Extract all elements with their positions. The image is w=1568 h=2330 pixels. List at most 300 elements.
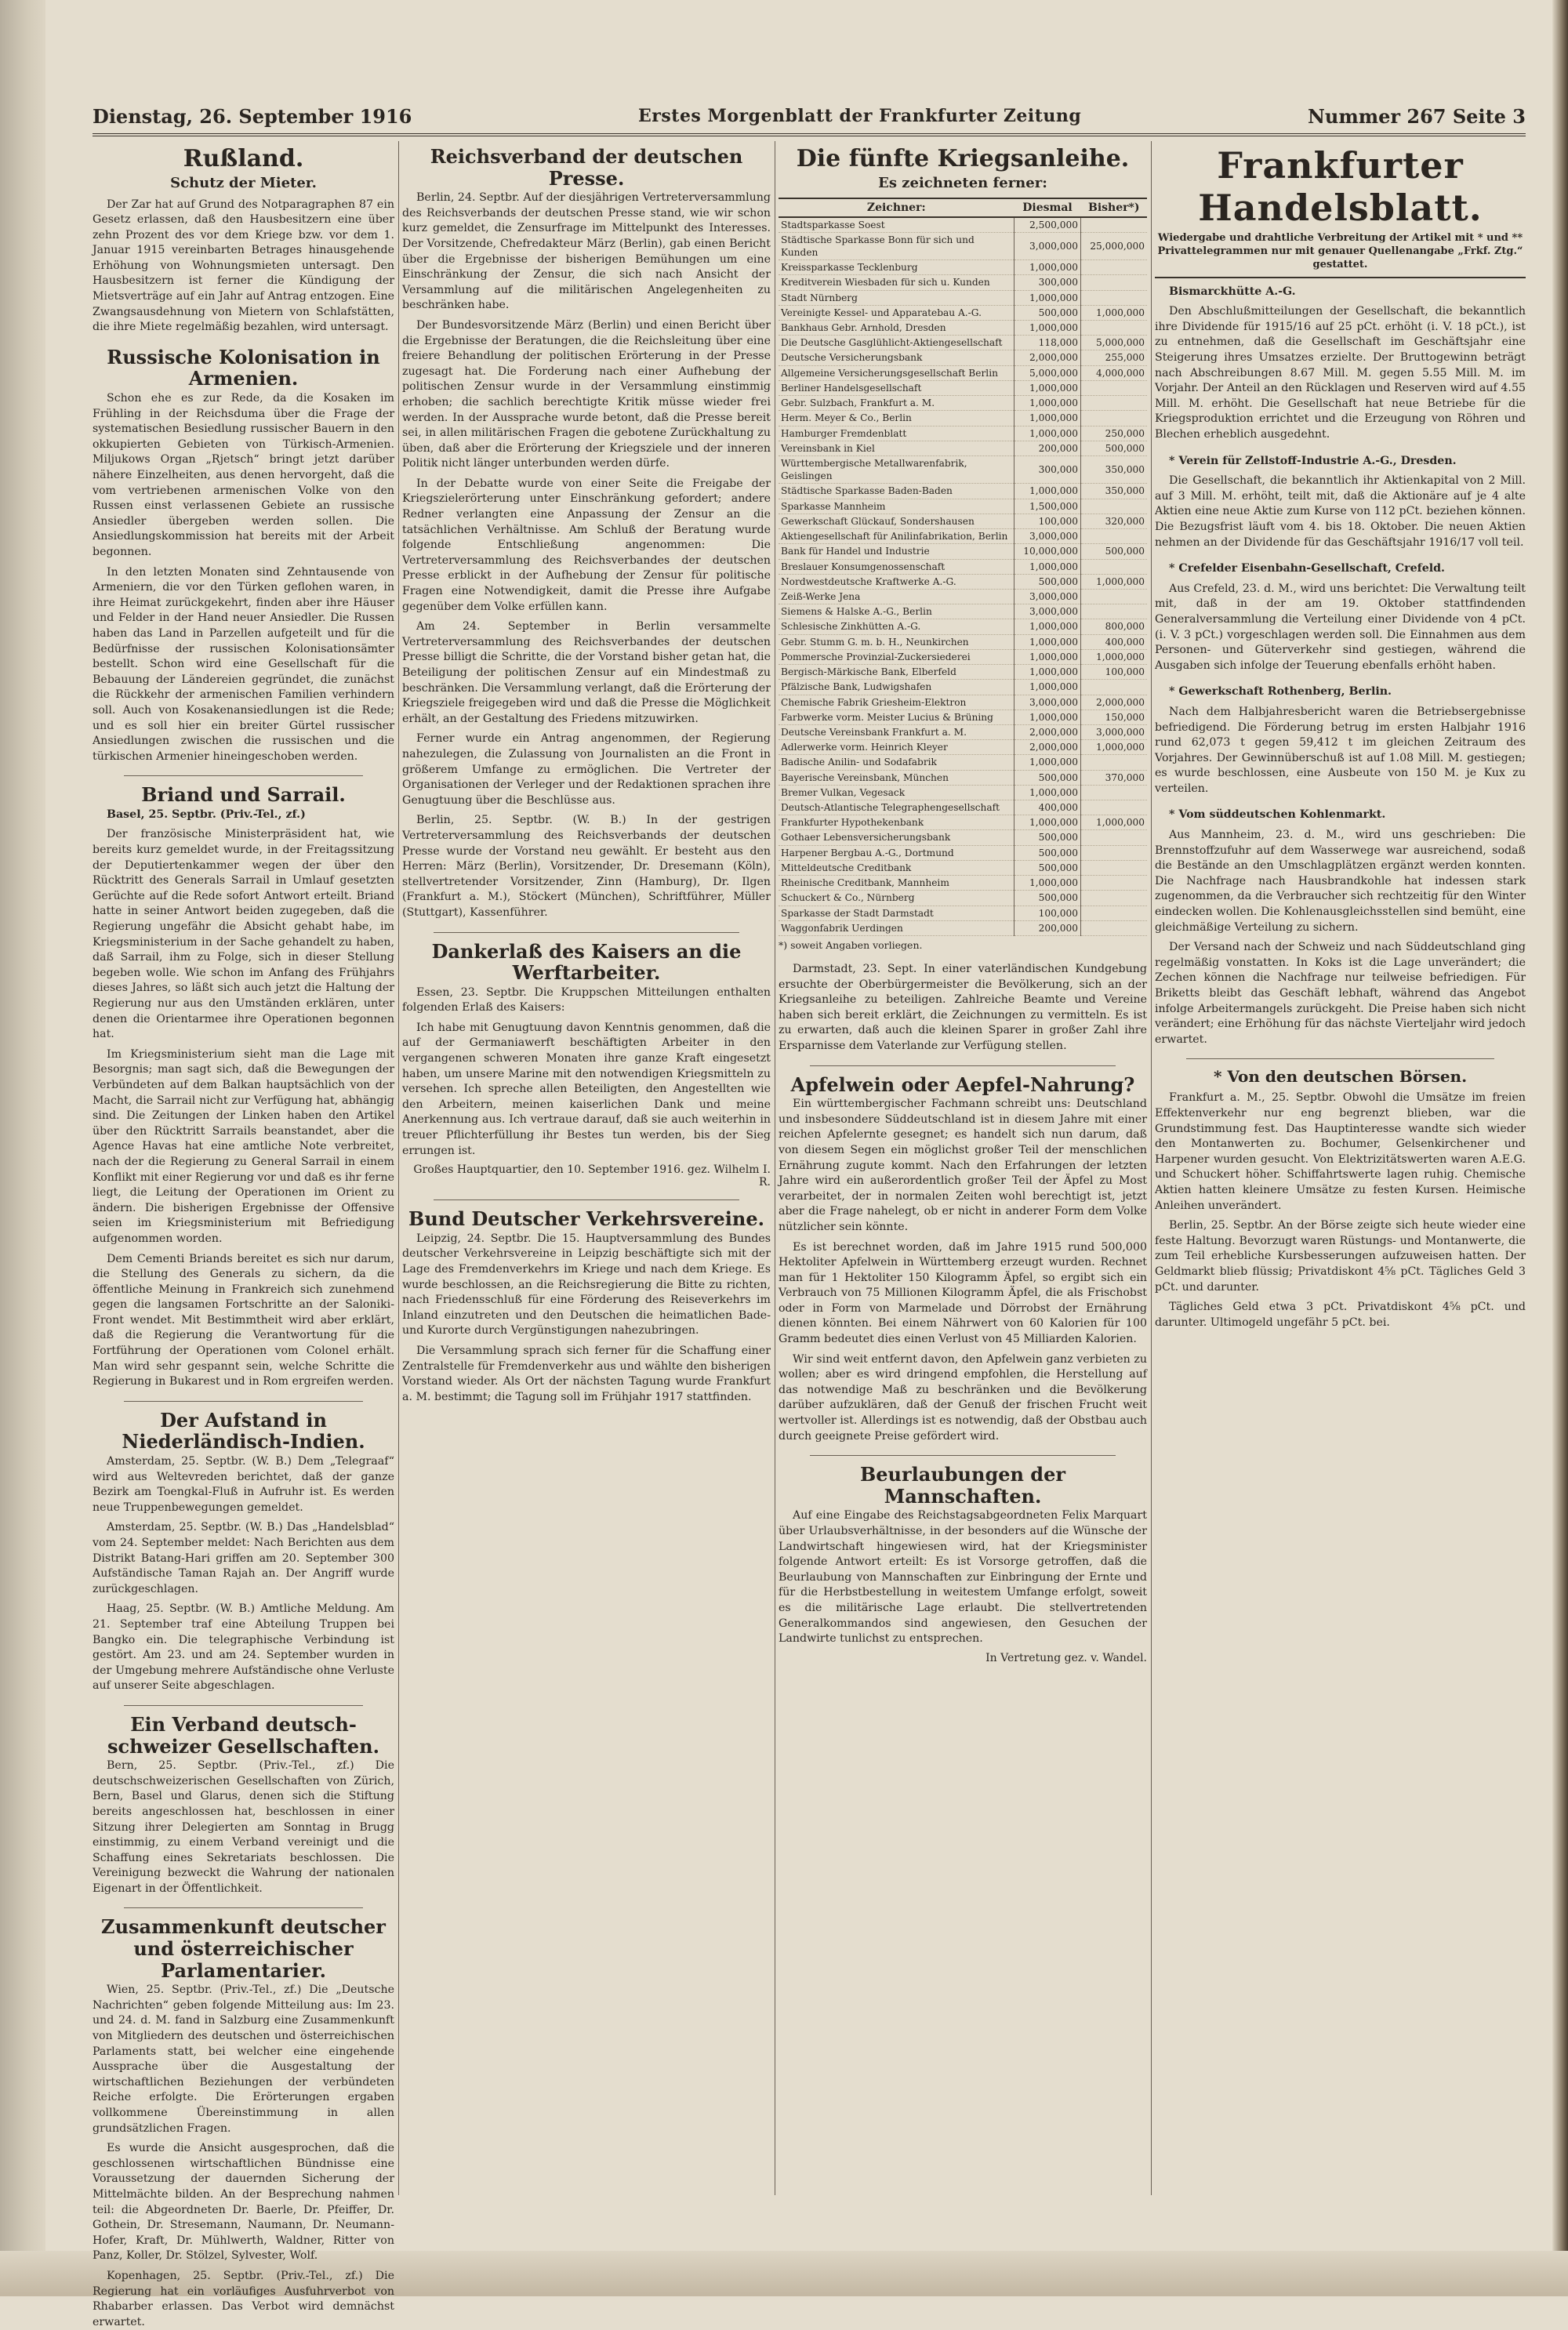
table-row — [779, 876, 1147, 891]
amount-previous-cell: 5,000,000 — [1081, 336, 1148, 350]
amount-this-time-cell: 200,000 — [1014, 441, 1081, 455]
article-paragraph — [1155, 808, 1526, 823]
amount-this-time-cell: 1,000,000 — [1014, 680, 1081, 695]
amount-this-time-cell: 2,500,000 — [1014, 217, 1081, 233]
subscriber-cell: Kreditverein Wiesbaden für sich u. Kunden — [779, 275, 1014, 290]
article-paragraph: Tägliches Geld etwa 3 pCt. Privatdiskont 4⅝ pCt. und darunter. Ultimogeld ungefähr 5 pCt. bei. — [1155, 1301, 1526, 1329]
amount-previous-cell — [1081, 411, 1148, 426]
amount-previous-cell: 25,000,000 — [1081, 232, 1148, 259]
amount-this-time-cell: 500,000 — [1014, 574, 1081, 589]
amount-this-time-cell: 3,000,000 — [1014, 589, 1081, 604]
page-edge — [1552, 0, 1568, 2296]
amount-previous-cell: 350,000 — [1081, 484, 1148, 499]
subscriber-cell: Frankfurter Hypothekenbank — [779, 815, 1014, 830]
amount-this-time-cell: 1,000,000 — [1014, 396, 1081, 411]
article-parlamentarier — [93, 1916, 394, 2330]
amount-previous-cell: 255,000 — [1081, 350, 1148, 365]
amount-previous-cell: 400,000 — [1081, 634, 1148, 649]
amount-this-time-cell: 1,000,000 — [1014, 380, 1081, 395]
subscriber-cell: Sparkasse Mannheim — [779, 499, 1014, 514]
subscriber-cell: Allgemeine Versicherungsgesellschaft Berlin — [779, 365, 1014, 380]
article-paragraph — [1155, 454, 1526, 470]
subscriber-cell: Siemens & Halske A.-G., Berlin — [779, 604, 1014, 619]
article-russland — [93, 146, 394, 336]
subscriber-cell: Breslauer Konsumgenossenschaft — [779, 559, 1014, 574]
article-paragraph: Kopenhagen, 25. Septbr. (Priv.-Tel., zf.) Die Regierung hat ein vorläufiges Ausfuhrverbot von Rhabarber erlassen. Das Verbot wird demnächst erwartet. — [93, 2269, 394, 2328]
table-row — [779, 619, 1147, 634]
masthead-page-number: Nummer 267 Seite 3 — [1307, 104, 1526, 128]
subscriber-cell: Rheinische Creditbank, Mannheim — [779, 876, 1014, 891]
article-paragraph: Die Gesellschaft, die bekanntlich ihr Aktienkapital von 2 Mill. auf 3 Mill. M. erhöht, teilt mit, daß die Aktionäre auf je 4 alte Aktien eine neue Aktie zum Kurse von 112 pCt. beziehen können. Die Bezugsfrist läuft vom 4. bis 18. Oktober. Die neuen Aktien nehmen an der Dividende für das Geschäftsjahr 1916/17 voll teil. — [1155, 474, 1526, 549]
amount-this-time-cell: 1,000,000 — [1014, 665, 1081, 680]
subscriber-cell: Aktiengesellschaft für Anilinfabrikation, Berlin — [779, 529, 1014, 544]
subscriber-cell: Zeiß-Werke Jena — [779, 589, 1014, 604]
amount-previous-cell — [1081, 559, 1148, 574]
article-heading: Ein Verband deutsch-schweizer Gesellschaften. — [107, 1712, 379, 1758]
separator — [1186, 1058, 1494, 1059]
table-row — [779, 770, 1147, 785]
table-row — [779, 426, 1147, 441]
separator — [434, 1199, 739, 1200]
article-bismarckhuette — [1155, 285, 1526, 443]
amount-this-time-cell: 300,000 — [1014, 275, 1081, 290]
newspaper-page — [93, 141, 1526, 2328]
article-lead: Bismarckhütte A.-G. — [1169, 285, 1296, 298]
amount-this-time-cell: 100,000 — [1014, 906, 1081, 920]
article-apfelwein — [779, 1074, 1147, 1445]
table-row — [779, 634, 1147, 649]
amount-previous-cell — [1081, 891, 1148, 906]
table-row — [779, 305, 1147, 320]
table-row — [779, 411, 1147, 426]
amount-previous-cell — [1081, 755, 1148, 770]
table-row — [779, 695, 1147, 710]
subscriber-cell: Schuckert & Co., Nürnberg — [779, 891, 1014, 906]
article-subheading: Es zeichneten ferner: — [878, 174, 1047, 191]
article-paragraph: Es wurde die Ansicht ausgesprochen, daß die geschlossenen wirtschaftlichen Bündnisse eine Voraussetzung der dauernden Sicherung der Mittelmächte bilden. An der Besprechung nahmen teil: die Abgeordneten Dr. Baerle, Dr. Pfeiffer, Dr. Gothein, Dr. Stresemann, Naumann, Dr. Neumann-Hofer, Kraft, Dr. Mühlwerth, Waldner, Ritter von Panz, Koller, Dr. Stölzel, Sylvester, Wolf. — [93, 2142, 394, 2263]
table-row — [779, 380, 1147, 395]
table-row — [779, 649, 1147, 664]
table-row — [779, 350, 1147, 365]
table-row — [779, 785, 1147, 800]
table-row — [779, 860, 1147, 875]
amount-previous-cell — [1081, 876, 1148, 891]
column-header: Zeichner: — [779, 198, 1014, 217]
amount-previous-cell: 4,000,000 — [1081, 365, 1148, 380]
amount-previous-cell: 800,000 — [1081, 619, 1148, 634]
article-subheading: Schutz der Mieter. — [170, 174, 317, 191]
article-paragraph: Berlin, 25. Septbr. (W. B.) In der gestrigen Vertreterversammlung des Reichsverbands der deutschen Presse wurde der Vorstand neu gewählt. Er besteht aus den Herren: März (Berlin), Vorsitzender, Dr. Dresemann (Köln), stellvertretender Vorsitzender, Zinn (Hamburg), Dr. Ilgen (Frankfurt a. M.), Stöckert (München), Schriftführer, Müller (Stuttgart), Kassenführer. — [402, 814, 771, 919]
amount-previous-cell — [1081, 680, 1148, 695]
amount-previous-cell: 1,000,000 — [1081, 740, 1148, 755]
article-paragraph: Der französische Ministerpräsident hat, wie bereits kurz gemeldet wurde, in der Freitagssitzung der Deputiertenkammer wegen der über den Rücktritt des Generals Sarrail in Umlauf gesetzten Gerüchte auf die Rede sofort Antwort erteilt. Briand hatte in seiner Antwort beiden zugegeben, daß die Regierung ungefähr die Absicht gehabt habe, im Kriegsministerium in der Sache gehandelt zu haben, daß Sarrail, ihm zu Folge, sich in dieser Stellung begeben wolle. Wie schon im Anfang des Frühjahrs dieses Jahres, so läßt sich auch jetzt die Haltung der Regierung nur aus den Umständen erklären, unter denen die Orientarmee ihre Operationen begonnen hat. — [93, 828, 394, 1041]
separator — [124, 1705, 363, 1706]
amount-this-time-cell: 1,000,000 — [1014, 290, 1081, 305]
table-row — [779, 217, 1147, 233]
amount-previous-cell — [1081, 785, 1148, 800]
article-briand — [93, 784, 394, 1390]
article-beurlaubung — [779, 1464, 1147, 1664]
article-heading: Apfelwein oder Aepfel-Nahrung? — [790, 1072, 1135, 1096]
table-row — [779, 574, 1147, 589]
article-paragraph: Wir sind weit entfernt davon, den Apfelwein ganz verbieten zu wollen; aber es wird dringend empfohlen, die Herstellung auf das notwendige Maß zu beschränken und die Bevölkerung darüber aufzuklären, daß der Genuß der frischen Frucht weit wertvoller ist. Allerdings ist es notwendig, daß der Obstbau auch durch geeignete Preise gefördert wird. — [779, 1352, 1147, 1443]
amount-this-time-cell: 1,000,000 — [1014, 484, 1081, 499]
article-verkehr — [402, 1208, 771, 1405]
amount-previous-cell: 1,000,000 — [1081, 649, 1148, 664]
amount-this-time-cell: 500,000 — [1014, 891, 1081, 906]
article-paragraph: Der Versand nach der Schweiz und nach Süddeutschland ging regelmäßig vonstatten. In Koks ist die Lage unverändert; die Zechen können die Nachfrage nur teilweise befriedigen. Für Briketts bleibt das Geschäft lebhaft, während das Angebot infolge Arbeitermangels zurückgeht. Die Preise haben sich nicht verändert; eine Erhöhung für das nächste Vierteljahr wird jedoch erwartet. — [1155, 941, 1526, 1046]
table-header-row — [779, 198, 1147, 217]
subscriber-cell: Pfälzische Bank, Ludwigshafen — [779, 680, 1014, 695]
article-heading: Reichsverband der deutschen Presse. — [430, 145, 743, 190]
binding-gutter — [0, 0, 45, 2296]
article-heading: Die fünfte Kriegsanleihe. — [796, 145, 1130, 172]
subscriber-cell: Bergisch-Märkische Bank, Elberfeld — [779, 665, 1014, 680]
amount-this-time-cell: 1,000,000 — [1014, 411, 1081, 426]
subscriber-cell: Nordwestdeutsche Kraftwerke A.-G. — [779, 574, 1014, 589]
subscriber-cell: Bremer Vulkan, Vegesack — [779, 785, 1014, 800]
subscriber-cell: Gebr. Sulzbach, Frankfurt a. M. — [779, 396, 1014, 411]
subscriber-cell: Gothaer Lebensversicherungsbank — [779, 830, 1014, 845]
amount-this-time-cell: 1,000,000 — [1014, 710, 1081, 724]
column-header: Bisher*) — [1081, 198, 1148, 217]
table-row — [779, 891, 1147, 906]
subscriber-cell: Waggonfabrik Uerdingen — [779, 920, 1014, 935]
subscriber-cell: Farbwerke vorm. Meister Lucius & Brüning — [779, 710, 1014, 724]
subscriber-cell: Stadtsparkasse Soest — [779, 217, 1014, 233]
article-paragraph: Berlin, 24. Septbr. Auf der diesjährigen Vertreterversammlung des Reichsverbands der deutschen Presse stand, wie wir schon kurz gemeldet, die Zensurfrage im Mittelpunkt des Interesses. Der Vorsitzende, Chefredakteur März (Berlin), gab einen Bericht über die Ergebnisse der bisherigen Bemühungen um eine Einschränkung der Zensur, die sich nach Ansicht der Versammlung auf die militärischen Angelegenheiten zu beschränken habe. — [402, 191, 771, 312]
article-crefelder — [1155, 561, 1526, 673]
amount-this-time-cell: 3,000,000 — [1014, 604, 1081, 619]
table-row — [779, 920, 1147, 935]
article-paragraph: Die Versammlung sprach sich ferner für die Schaffung einer Zentralstelle für Fremdenverkehr aus und wählte den bisherigen Vorstand wieder. Als Ort der nächsten Tagung wurde Frankfurt a. M. bestimmt; die Tagung soll im Frühjahr 1917 stattfinden. — [402, 1344, 771, 1403]
article-darmstadt — [779, 962, 1147, 1054]
article-dankerlass — [402, 941, 771, 1189]
amount-previous-cell: 320,000 — [1081, 514, 1148, 528]
subscriber-cell: Städtische Sparkasse Bonn für sich und Kunden — [779, 232, 1014, 259]
separator — [124, 1401, 363, 1402]
amount-this-time-cell: 100,000 — [1014, 514, 1081, 528]
amount-previous-cell — [1081, 290, 1148, 305]
article-paragraph: Bern, 25. Septbr. (Priv.-Tel., zf.) Die deutschschweizerischen Gesellschaften von Zürich, Bern, Basel und Glarus, denen sich die Stiftung bereits angeschlossen hat, beschlossen in einer Sitzung ihrer Delegierten am Sonntag in Brugg einstimmig, zu einem Verband vereinigt und die Schaffung eines Sekretariats beschlossen. Die Vereinigung bezweckt die Wahrung der nationalen Eigenart in der Öffentlichkeit. — [93, 1759, 394, 1895]
amount-previous-cell: 1,000,000 — [1081, 574, 1148, 589]
amount-previous-cell: 100,000 — [1081, 665, 1148, 680]
article-lead: * Gewerkschaft Rothenberg, Berlin. — [1169, 685, 1392, 699]
subscriber-cell: Chemische Fabrik Griesheim-Elektron — [779, 695, 1014, 710]
article-paragraph: Im Kriegsministerium sieht man die Lage mit Besorgnis; man sagt sich, daß die Bewegungen der Verbündeten auf dem Balkan hauptsächlich von der Macht, die Sarrail nicht zur Verfügung hat, abhängig sind. Die Zeitungen der Linken haben den Artikel über den Rücktritt Sarrails beanstandet, aber die Agence Havas hat eine amtliche Note verbreitet, nach der die Regierung zu General Sarrail in einem Konflikt mit einer Regierung vor und daß es ihr ferne liegt, die Leitung der Operationen im Orient zu ändern. Die bisherigen Ergebnisse der Offensive seien im Kriegsministerium mit Befriedigung aufgenommen worden. — [93, 1047, 394, 1245]
article-paragraph: Ein württembergischer Fachmann schreibt uns: Deutschland und insbesondere Süddeutschland ist in diesem Jahre mit einer reichen Apfelernte gesegnet; es handelt sich nun darum, daß von diesem Segen ein möglichst großer Teil der menschlichen Ernährung zugute kommt. Nach den Erfahrungen der letzten Jahre wird ein außerordentlich großer Teil der Äpfel zu Most verarbeitet, der in normalen Zeiten wohl berechtigt ist, jetzt aber die Frage nahelegt, ob er nicht in anderer Form dem Volke nützlicher sein könnte. — [779, 1098, 1147, 1233]
amount-this-time-cell: 10,000,000 — [1014, 544, 1081, 559]
subscriber-cell: Gewerkschaft Glückauf, Sondershausen — [779, 514, 1014, 528]
amount-this-time-cell: 3,000,000 — [1014, 232, 1081, 259]
table-row — [779, 484, 1147, 499]
amount-previous-cell — [1081, 800, 1148, 815]
subscriber-cell: Bayerische Vereinsbank, München — [779, 770, 1014, 785]
subscriber-cell: Städtische Sparkasse Baden-Baden — [779, 484, 1014, 499]
table-row — [779, 724, 1147, 739]
amount-previous-cell — [1081, 589, 1148, 604]
amount-this-time-cell: 2,000,000 — [1014, 350, 1081, 365]
article-paragraph: In der Debatte wurde von einer Seite die Freigabe der Kriegszielerörterung unter Einschränkung gefordert; andere Redner verlangten eine Anpassung der Zensur an die tatsächlichen Verhältnisse. Am Schluß der Beratung wurde folgende Entschließung angenommen: Die Vertreterversammlung des Reichsverbandes der deutschen Presse erblickt in der Aufhebung der Zensur für politische Fragen eine Notwendigkeit, damit die Presse ihre Aufgabe gegenüber dem Volke erfüllen kann. — [402, 477, 771, 613]
subscriber-cell: Vereinigte Kessel- und Apparatebau A.-G. — [779, 305, 1014, 320]
amount-this-time-cell: 1,000,000 — [1014, 634, 1081, 649]
column-4 — [1155, 141, 1526, 2195]
article-paragraph: Amsterdam, 25. Septbr. (W. B.) Das „Handelsblad“ vom 24. September meldet: Nach Berichten aus dem Distrikt Batang-Hari griffen am 20. September 300 Aufständische Taman Rajah an. Der Angriff wurde zurückgeschlagen. — [93, 1521, 394, 1595]
article-schweiz — [93, 1714, 394, 1897]
table-row — [779, 710, 1147, 724]
column-rule — [1151, 141, 1152, 2195]
table-row — [779, 529, 1147, 544]
amount-previous-cell — [1081, 906, 1148, 920]
subscriber-cell: Vereinsbank in Kiel — [779, 441, 1014, 455]
article-zellstoff — [1155, 454, 1526, 551]
amount-this-time-cell: 400,000 — [1014, 800, 1081, 815]
table-row — [779, 680, 1147, 695]
article-heading: Bund Deutscher Verkehrsvereine. — [408, 1207, 764, 1231]
article-paragraph: In den letzten Monaten sind Zehntausende von Armeniern, die vor den Türken geflohen waren, in ihre Heimat zurückgekehrt, finden aber ihre Häuser und Felder in der Hand neuer Ansiedler. Die Russen haben das Land in Parzellen aufgeteilt und für die Bedürfnisse der russischen Kolonisationsämter bestellt. Schon wird eine Gesellschaft für die Bebauung der Ländereien gegründet, die zunächst die Rückkehr der armenischen Familien verhindern soll. Auch von Kosakenansiedlungen ist die Rede; und es soll hier ein breiter Gürtel russischer Ansiedlungen zwischen die russischen und die türkischen Armenier hineingeschoben werden. — [93, 565, 394, 763]
table-row — [779, 499, 1147, 514]
table-row — [779, 290, 1147, 305]
amount-previous-cell — [1081, 604, 1148, 619]
article-paragraph: Auf eine Eingabe des Reichstagsabgeordneten Felix Marquart über Urlaubsverhältnisse, in der besonders auf die Wünsche der Landwirtschaft hingewiesen wird, hat der Kriegsminister folgende Antwort erteilt: Es ist Vorsorge getroffen, daß die Beurlaubung von Mannschaften zur Einbringung der Ernte und für die Herbstbestellung in weitestem Umfange erfolgt, soweit es die militärische Lage erlaubt. Die stellvertretenden Generalkommandos sind angewiesen, den Gesuchen der Landwirte tunlichst zu entsprechen. — [779, 1509, 1147, 1646]
article-heading: Rußland. — [183, 145, 304, 172]
separator — [810, 1455, 1116, 1456]
table-row — [779, 514, 1147, 528]
amount-previous-cell — [1081, 396, 1148, 411]
subscriber-cell: Harpener Bergbau A.-G., Dortmund — [779, 845, 1014, 860]
subscriber-cell: Bank für Handel und Industrie — [779, 544, 1014, 559]
subscriber-cell: Die Deutsche Gasglühlicht-Aktiengesellschaft — [779, 336, 1014, 350]
subscriber-cell: Mitteldeutsche Creditbank — [779, 860, 1014, 875]
amount-previous-cell — [1081, 260, 1148, 275]
table-row — [779, 755, 1147, 770]
column-header: Diesmal — [1014, 198, 1081, 217]
article-boersen — [1155, 1067, 1526, 1330]
subscriber-cell: Adlerwerke vorm. Heinrich Kleyer — [779, 740, 1014, 755]
article-paragraph: Es ist berechnet worden, daß im Jahre 1915 rund 500,000 Hektoliter Apfelwein in Württemberg erzeugt wurden. Rechnet man für 1 Hektoliter 150 Kilogramm Äpfel, so ergibt sich ein Verbrauch von 75 Millionen Kilogramm Äpfel, die als Frischobst oder in Form von Marmelade und Dörrobst der Ernährung dienen könnten. Bei einem Nährwert von 60 Kalorien für 100 Gramm bedeutet dies einen Verlust von 45 Milliarden Kalorien. — [779, 1240, 1147, 1346]
article-paragraph: Schon ehe es zur Rede, da die Kosaken im Frühling in der Reichsduma über die Frage der systematischen Besiedlung russischer Bauern in den okkupierten Gebieten von Türkisch-Armenien. Miljukows Organ „Rjetsch“ bringt jetzt darüber nähere Einzelheiten, aus denen hervorgeht, daß die vom vertriebenen armenischen Volke von den Russen einst verlassenen Gebiete an russische Ansiedler übergeben werden sollen. Die Ansiedlungskommission hat bereits mit der Arbeit begonnen. — [93, 392, 394, 558]
table-body — [779, 217, 1147, 936]
amount-this-time-cell: 1,000,000 — [1014, 619, 1081, 634]
table-row — [779, 544, 1147, 559]
amount-this-time-cell: 500,000 — [1014, 830, 1081, 845]
amount-this-time-cell: 300,000 — [1014, 456, 1081, 484]
amount-this-time-cell: 2,000,000 — [1014, 724, 1081, 739]
article-paragraph — [93, 808, 394, 823]
table-row — [779, 441, 1147, 455]
article-paragraph: Ferner wurde ein Antrag angenommen, der Regierung nahezulegen, die Zulassung von Journalisten an die Front in größerem Umfange zu ermöglichen. Die Vertreter der Organisationen der Verleger und der Redaktionen sprachen ihre Genugtuung über die Beschlüsse aus. — [402, 732, 771, 807]
article-paragraph: Der Zar hat auf Grund des Notparagraphen 87 ein Gesetz erlassen, daß den Hausbesitzern eine über zehn Prozent des vor dem Kriege bzw. vor dem 1. Januar 1915 vereinbarten Betrages hinausgehende Erhöhung von Wohnungsmieten untersagt. Den Hausbesitzern ist ferner die Kündigung der Mietsverträge auf ein Jahr auf Antrag entzogen. Eine Zwangsausdehnung von Mietern von Schlafstätten, die ihre Miete regelmäßig bezahlen, wird untersagt. — [93, 198, 394, 334]
article-paragraph: Leipzig, 24. Septbr. Die 15. Hauptversammlung des Bundes deutscher Verkehrsvereine in Leipzig beschäftigte sich mit der Lage des Fremdenverkehrs im Kriege und nach dem Kriege. Es wurde beschlossen, an die Reichsregierung die Bitte zu richten, nach Friedensschluß für eine Förderung des Reiseverkehrs im Inland einzutreten und den Deutschen die heimatlichen Bade- und Kurorte durch Vergünstigungen nahezubringen. — [402, 1232, 771, 1337]
amount-this-time-cell: 1,000,000 — [1014, 321, 1081, 336]
article-heading: * Von den deutschen Börsen. — [1213, 1067, 1468, 1087]
amount-this-time-cell: 500,000 — [1014, 770, 1081, 785]
separator — [124, 775, 363, 776]
table-row — [779, 559, 1147, 574]
amount-previous-cell — [1081, 499, 1148, 514]
article-lead: * Verein für Zellstoff-Industrie A.-G., Dresden. — [1169, 454, 1457, 467]
amount-this-time-cell: 1,000,000 — [1014, 649, 1081, 664]
amount-previous-cell: 500,000 — [1081, 544, 1148, 559]
article-heading: Russische Kolonisation in Armenien. — [107, 345, 380, 390]
article-paragraph: Der Bundesvorsitzende März (Berlin) und einen Bericht über die Ergebnisse der Beratungen, die die Reichsleitung über eine freiere Behandlung der politischen Erörterung in der Presse zugesagt hat. Die Forderung nach einer Aufhebung der politischen Zensur wurde in der Versammlung einstimmig erhoben; die sachlich berechtigte Kritik müsse wieder frei werden. In der Aussprache wurde betont, daß die Presse bereit sei, in allen militärischen Fragen die gebotene Zurückhaltung zu üben, daß aber die Erörterung der Kriegsziele und der inneren Politik nicht länger unterbunden werden dürfe. — [402, 318, 771, 470]
table-row — [779, 275, 1147, 290]
amount-previous-cell — [1081, 845, 1148, 860]
subscriber-cell: Deutsche Vereinsbank Frankfurt a. M. — [779, 724, 1014, 739]
article-paragraph: Essen, 23. Septbr. Die Kruppschen Mitteilungen enthalten folgenden Erlaß des Kaisers: — [402, 985, 771, 1014]
article-heading: Briand und Sarrail. — [141, 783, 346, 807]
amount-previous-cell — [1081, 529, 1148, 544]
subscriber-cell: Pommersche Provinzial-Zuckersiederei — [779, 649, 1014, 664]
amount-previous-cell — [1081, 920, 1148, 935]
amount-this-time-cell: 500,000 — [1014, 305, 1081, 320]
amount-this-time-cell: 1,000,000 — [1014, 785, 1081, 800]
table-row — [779, 336, 1147, 350]
amount-this-time-cell: 3,000,000 — [1014, 695, 1081, 710]
amount-this-time-cell: 1,000,000 — [1014, 876, 1081, 891]
article-paragraph: Aus Mannheim, 23. d. M., wird uns geschrieben: Die Brennstoffzufuhr auf dem Wasserwege war ausreichend, sodaß die Bestände an den Umschlagplätzen ergänzt werden konnten. Die Nachfrage nach Hausbrandkohle hat indessen stark zugenommen, da die Verbraucher sich rechtzeitig für den Winter eindecken wollen. Die Kohlenausgleichsstellen sind bemüht, eine gleichmäßige Verteilung zu sichern. — [1155, 829, 1526, 934]
subscriber-cell: Deutsch-Atlantische Telegraphengesellschaft — [779, 800, 1014, 815]
reprint-notice: Wiedergabe und drahtliche Verbreitung der Artikel mit * und ** Privattelegrammen nur mit genauer Quellenangabe „Frkf. Ztg.“ gestattet. — [1155, 232, 1526, 278]
article-lead: * Vom süddeutschen Kohlenmarkt. — [1169, 808, 1386, 822]
subscriber-cell: Hamburger Fremdenblatt — [779, 426, 1014, 441]
separator — [810, 1065, 1116, 1066]
article-heading: Der Aufstand in Niederländisch-Indien. — [122, 1408, 365, 1454]
amount-previous-cell — [1081, 217, 1148, 233]
article-paragraph: Berlin, 25. Septbr. An der Börse zeigte sich heute wieder eine feste Haltung. Bevorzugt waren Rüstungs- und Montanwerte, die zum Teil erhebliche Kursbesserungen aufzuweisen hatten. Der Geldmarkt blieb flüssig; Privatdiskont 4⅝ pCt. Tägliches Geld 3 pCt. und darunter. — [1155, 1219, 1526, 1294]
section-title: Frankfurter Handelsblatt. — [1198, 144, 1483, 229]
separator — [434, 932, 739, 933]
article-paragraph: Dem Cementi Briands bereitet es sich nur darum, die Stellung des Generals zu sichern, da die öffentliche Meinung in Frankreich sich zunehmend gegen die langsamen Fortschritte an der Saloniki-Front wendet. Mit Bestimmtheit wird aber erklärt, daß die Regierung die Verantwortung für die Fortführung der Operationen vom Colonel erhält. Man wird sehr gespannt sein, welche Schritte die Regierung in Bukarest und in Rom ergreifen werden. — [93, 1252, 394, 1388]
separator — [124, 1907, 363, 1908]
amount-previous-cell: 3,000,000 — [1081, 724, 1148, 739]
article-paragraph: Amsterdam, 25. Septbr. (W. B.) Dem „Telegraaf“ wird aus Weltevreden berichtet, daß der ganze Bezirk am Toengkal-Fluß in Aufruhr ist. Es werden neue Truppenbewegungen gemeldet. — [93, 1455, 394, 1514]
amount-previous-cell — [1081, 830, 1148, 845]
amount-this-time-cell: 5,000,000 — [1014, 365, 1081, 380]
subscriber-cell: Badische Anilin- und Sodafabrik — [779, 755, 1014, 770]
table-row — [779, 396, 1147, 411]
article-paragraph: Ich habe mit Genugtuung davon Kenntnis genommen, daß die auf der Germaniawerft beschäftigten Arbeiter in den vergangenen schweren Monaten ihre ganze Kraft eingesetzt haben, um unsere Marine mit den notwendigen Kriegsmitteln zu versehen. Ich spreche allen Beteiligten, den Angestellten wie den Arbeitern, meinen kaiserlichen Dank und meine Anerkennung aus. Ich vertraue darauf, daß sie auch weiterhin in treuer Pflichterfüllung ihr Bestes tun werden, bis der Sieg errungen ist. — [402, 1021, 771, 1157]
subscription-table — [779, 198, 1147, 937]
table-row — [779, 800, 1147, 815]
article-lead: * Crefelder Eisenbahn-Gesellschaft, Crefeld. — [1169, 562, 1445, 575]
amount-this-time-cell: 1,000,000 — [1014, 755, 1081, 770]
amount-this-time-cell: 2,000,000 — [1014, 740, 1081, 755]
amount-this-time-cell: 200,000 — [1014, 920, 1081, 935]
subscriber-cell: Bankhaus Gebr. Arnhold, Dresden — [779, 321, 1014, 336]
article-paragraph: Nach dem Halbjahresbericht waren die Betriebsergebnisse befriedigend. Die Förderung betrug im ersten Halbjahr 1916 rund 62,073 t gegen 59,412 t im gleichen Zeitraum des Vorjahres. Der Gewinnüberschuß ist auf 1.08 Mill. M. gestiegen; es wurde beschlossen, eine Ausbeute von 150 M. je Kux zu verteilen. — [1155, 705, 1526, 795]
subscriber-cell: Stadt Nürnberg — [779, 290, 1014, 305]
article-paragraph: Am 24. September in Berlin versammelte Vertreterversammlung des Reichsverbandes der deutschen Presse billigt die Schritte, die der Vorstand bisher getan hat, die Beteiligung der politischen Zensur auf ein Mindestmaß zu beschränken. Die Versammlung verlangt, daß die Erörterung der Kriegsziele freigegeben wird und daß die Presse die Möglichkeit erhält, an der Gestaltung des Friedens mitzuwirken. — [402, 620, 771, 725]
article-paragraph: Frankfurt a. M., 25. Septbr. Obwohl die Umsätze im freien Effektenverkehr nur eng begrenzt blieben, war die Grundstimmung fest. Das Hauptinteresse wandte sich wieder den Montanwerten zu. Bochumer, Gelsenkirchener und Harpener wurden gesucht. Von Elektrizitätswerten waren A.E.G. und Schuckert höher. Schiffahrtswerte lagen ruhig. Chemische Aktien hatten kleinere Umsätze zu festen Kursen. Heimische Anleihen unverändert. — [1155, 1091, 1526, 1212]
amount-previous-cell — [1081, 321, 1148, 336]
article-paragraph — [1155, 285, 1526, 300]
amount-this-time-cell: 3,000,000 — [1014, 529, 1081, 544]
column-2 — [402, 141, 771, 2195]
article-paragraph: Darmstadt, 23. Sept. In einer vaterländischen Kundgebung ersuchte der Oberbürgermeister die Bevölkerung, sich an der Kriegsanleihe zu beteiligen. Zahlreiche Beamte und Vereine haben sich bereit erklärt, die Zeichnungen zu vermitteln. Es ist zu erwarten, daß auch die kleinen Sparer in großer Zahl ihre Ersparnisse dem Vaterlande zur Verfügung stellen. — [779, 963, 1147, 1052]
amount-previous-cell: 1,000,000 — [1081, 305, 1148, 320]
signature: Großes Hauptquartier, den 10. September 1916. gez. Wilhelm I. R. — [413, 1163, 771, 1189]
amount-previous-cell: 500,000 — [1081, 441, 1148, 455]
table-row — [779, 740, 1147, 755]
subscriber-cell: Württembergische Metallwarenfabrik, Geislingen — [779, 456, 1014, 484]
masthead-title: Erstes Morgenblatt der Frankfurter Zeitung — [638, 106, 1082, 126]
amount-previous-cell — [1081, 380, 1148, 395]
table-footnote: *) soweit Angaben vorliegen. — [779, 939, 923, 951]
amount-previous-cell: 1,000,000 — [1081, 815, 1148, 830]
subscriber-cell: Schlesische Zinkhütten A.-G. — [779, 619, 1014, 634]
table-row — [779, 456, 1147, 484]
article-paragraph: Wien, 25. Septbr. (Priv.-Tel., zf.) Die „Deutsche Nachrichten“ geben folgende Mitteilung aus: Im 23. und 24. d. M. fand in Salzburg eine Zusammenkunft von Mitgliedern des deutschen und österreichischen Parlaments statt, bei welcher eine eingehende Aussprache über die Ausgestaltung der wirtschaftlichen Beziehungen der verbündeten Reiche erfolgte. Die Erörterungen ergaben vollkommene Übereinstimmung in allen grundsätzlichen Fragen. — [93, 1983, 394, 2135]
table-row — [779, 365, 1147, 380]
amount-this-time-cell: 500,000 — [1014, 845, 1081, 860]
amount-this-time-cell: 1,000,000 — [1014, 260, 1081, 275]
subscriber-cell: Deutsche Versicherungsbank — [779, 350, 1014, 365]
column-3 — [779, 141, 1147, 2195]
article-heading: Beurlaubungen der Mannschaften. — [860, 1463, 1065, 1508]
amount-this-time-cell: 1,000,000 — [1014, 426, 1081, 441]
amount-previous-cell — [1081, 275, 1148, 290]
amount-previous-cell: 370,000 — [1081, 770, 1148, 785]
subscriber-cell: Berliner Handelsgesellschaft — [779, 380, 1014, 395]
signature: In Vertretung gez. v. Wandel. — [985, 1651, 1147, 1664]
masthead — [93, 99, 1526, 136]
article-kriegsanleihe — [779, 146, 1147, 951]
amount-previous-cell — [1081, 860, 1148, 875]
subscriber-cell: Gebr. Stumm G. m. b. H., Neunkirchen — [779, 634, 1014, 649]
amount-previous-cell: 250,000 — [1081, 426, 1148, 441]
amount-previous-cell: 150,000 — [1081, 710, 1148, 724]
article-rothenberg — [1155, 684, 1526, 797]
column-1 — [93, 141, 394, 2328]
subscriber-cell: Kreissparkasse Tecklenburg — [779, 260, 1014, 275]
table-row — [779, 815, 1147, 830]
amount-this-time-cell: 500,000 — [1014, 860, 1081, 875]
dateline: Basel, 25. Septbr. (Priv.-Tel., zf.) — [107, 808, 306, 821]
article-paragraph: Aus Crefeld, 23. d. M., wird uns berichtet: Die Verwaltung teilt mit, daß in der am 19. Oktober stattfindenden Generalversammlung die Verteilung einer Dividende von 4 pCt. (i. V. 3 pCt.) vorgeschlagen werden soll. Die Einnahmen aus dem Personen- und Güterverkehr sind gestiegen, während die Ausgaben sich infolge der Teuerung ebenfalls erhöht haben. — [1155, 582, 1526, 672]
article-paragraph: Den Abschlußmitteilungen der Gesellschaft, die bekanntlich ihre Dividende für 1915/16 auf 25 pCt. erhöht (i. V. 18 pCt.), ist zu entnehmen, daß die Gesellschaft im Geschäftsjahr eine Steigerung ihres Umsatzes erzielte. Der Bruttogewinn beträgt nach Abschreibungen 8.67 Mill. M. gegen 5.55 Mill. M. im Vorjahr. Der Anteil an den Rücklagen und Reserven wird auf 4.55 Mill. M. erhöht. Die Gesellschaft hat neue Betriebe für die Kriegsproduktion errichtet und die Erzeugung von Röhren und Blechen erheblich ausgedehnt. — [1155, 305, 1526, 441]
table-row — [779, 604, 1147, 619]
article-paragraph — [1155, 561, 1526, 577]
table-row — [779, 321, 1147, 336]
article-paragraph: Haag, 25. Septbr. (W. B.) Amtliche Meldung. Am 21. September traf eine Abteilung Truppen bei Bangko ein. Die telegraphische Verbindung ist gestört. Am 23. und am 24. September wurden in der Umgebung mehrere Aufständische ohne Verluste auf unserer Seite abgeschlagen. — [93, 1602, 394, 1693]
article-reichsverband — [402, 146, 771, 921]
subscriber-cell: Sparkasse der Stadt Darmstadt — [779, 906, 1014, 920]
column-rule — [398, 141, 399, 2195]
article-kohlenmarkt — [1155, 808, 1526, 1047]
article-heading: Dankerlaß des Kaisers an die Werftarbeiter. — [431, 939, 742, 985]
table-row — [779, 830, 1147, 845]
article-armenien — [93, 347, 394, 764]
table-row — [779, 589, 1147, 604]
amount-this-time-cell: 118,000 — [1014, 336, 1081, 350]
amount-previous-cell: 2,000,000 — [1081, 695, 1148, 710]
table-row — [779, 665, 1147, 680]
masthead-date: Dienstag, 26. September 1916 — [93, 104, 412, 128]
article-indien — [93, 1410, 394, 1694]
table-row — [779, 232, 1147, 259]
amount-this-time-cell: 1,000,000 — [1014, 559, 1081, 574]
article-paragraph — [1155, 684, 1526, 700]
amount-previous-cell: 350,000 — [1081, 456, 1148, 484]
table-row — [779, 906, 1147, 920]
table-row — [779, 845, 1147, 860]
amount-this-time-cell: 1,000,000 — [1014, 815, 1081, 830]
subscriber-cell: Herm. Meyer & Co., Berlin — [779, 411, 1014, 426]
amount-this-time-cell: 1,500,000 — [1014, 499, 1081, 514]
table-row — [779, 260, 1147, 275]
article-heading: Zusammenkunft deutscher und österreichischer Parlamentarier. — [101, 1915, 386, 1982]
